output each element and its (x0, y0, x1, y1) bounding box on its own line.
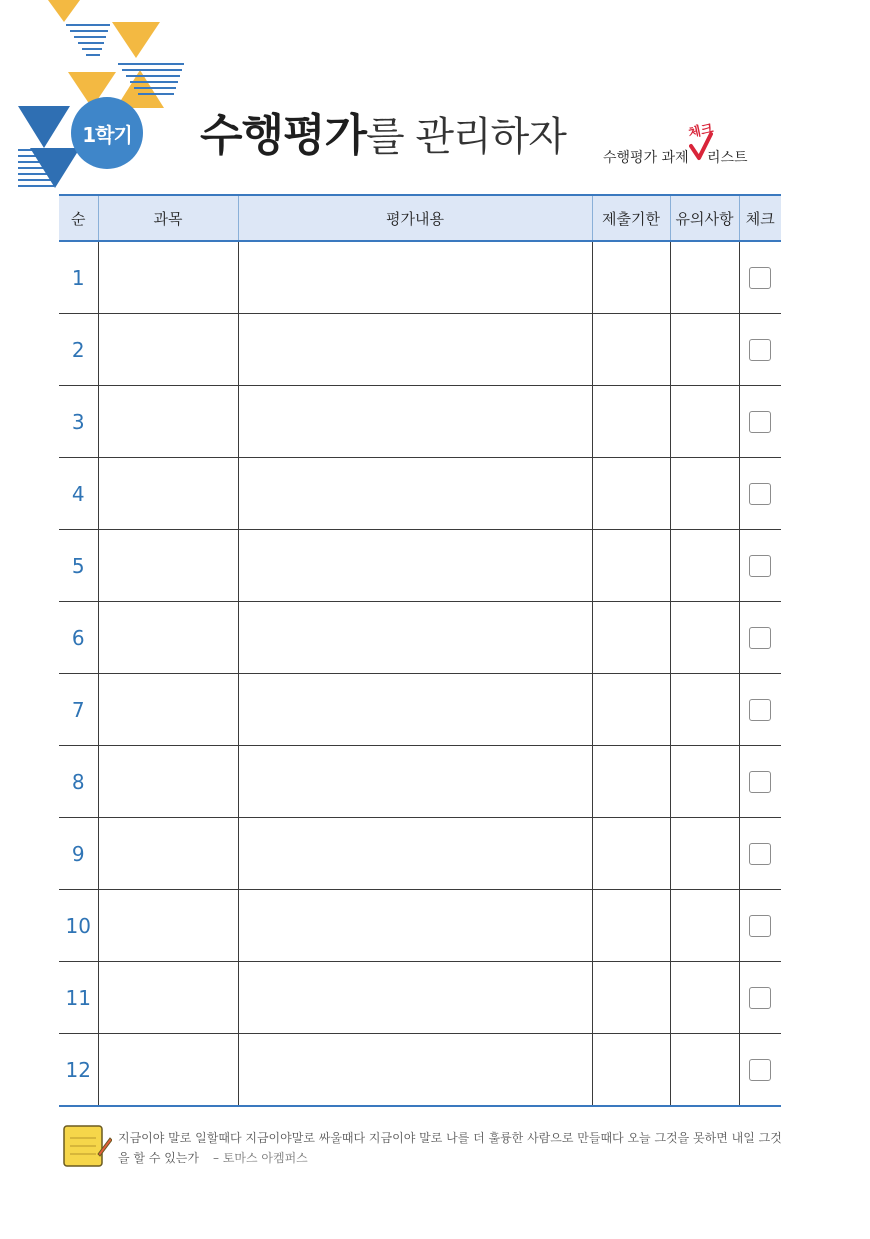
row-number: 5 (59, 530, 98, 602)
checkbox[interactable] (749, 555, 771, 577)
checkbox[interactable] (749, 987, 771, 1009)
subject-cell[interactable] (98, 890, 238, 962)
page-title-rest: 를 관리하자 (366, 114, 566, 160)
page-title (200, 108, 566, 165)
content-cell[interactable] (238, 386, 592, 458)
deadline-cell[interactable] (592, 674, 670, 746)
notes-cell[interactable] (670, 746, 739, 818)
check-cell (739, 458, 781, 530)
subject-cell[interactable] (98, 602, 238, 674)
row-number: 1 (59, 241, 98, 314)
checkbox[interactable] (749, 771, 771, 793)
checkbox[interactable] (749, 1059, 771, 1081)
deadline-cell[interactable] (592, 962, 670, 1034)
brand-right-text: 리스트 (707, 150, 748, 166)
row-number: 10 (59, 890, 98, 962)
table-row (59, 241, 781, 314)
row-number: 11 (59, 962, 98, 1034)
col-header-subject: 과목 (98, 195, 238, 241)
check-cell (739, 1034, 781, 1107)
notes-cell[interactable] (670, 890, 739, 962)
col-header-notes: 유의사항 (670, 195, 739, 241)
deadline-cell[interactable] (592, 458, 670, 530)
notes-cell[interactable] (670, 314, 739, 386)
notes-cell[interactable] (670, 458, 739, 530)
content-cell[interactable] (238, 674, 592, 746)
table-row (59, 890, 781, 962)
checkbox[interactable] (749, 483, 771, 505)
notes-cell[interactable] (670, 386, 739, 458)
deadline-cell[interactable] (592, 314, 670, 386)
quote-text: 지금이야 말로 일할때다 지금이야말로 싸울때다 지금이야 말로 나를 더 훌륭한 사람으로 만들때다 오늘 그것을 못하면 내일 그것을 할 수 있는가 (118, 1131, 782, 1165)
check-cell (739, 962, 781, 1034)
check-cell (739, 890, 781, 962)
row-number: 9 (59, 818, 98, 890)
subject-cell[interactable] (98, 746, 238, 818)
row-number: 6 (59, 602, 98, 674)
subject-cell[interactable] (98, 1034, 238, 1107)
checkbox[interactable] (749, 699, 771, 721)
content-cell[interactable] (238, 602, 592, 674)
table-row (59, 818, 781, 890)
brand-left-text: 수행평가 과제 (603, 150, 689, 166)
quote-text-block (118, 1128, 788, 1168)
subject-cell[interactable] (98, 458, 238, 530)
table-row (59, 674, 781, 746)
check-cell (739, 602, 781, 674)
row-number: 8 (59, 746, 98, 818)
content-cell[interactable] (238, 746, 592, 818)
checkbox[interactable] (749, 411, 771, 433)
checkbox[interactable] (749, 339, 771, 361)
subject-cell[interactable] (98, 962, 238, 1034)
notes-cell[interactable] (670, 674, 739, 746)
table-header-row (59, 195, 781, 241)
content-cell[interactable] (238, 530, 592, 602)
content-cell[interactable] (238, 1034, 592, 1107)
deadline-cell[interactable] (592, 530, 670, 602)
check-cell (739, 530, 781, 602)
content-cell[interactable] (238, 314, 592, 386)
check-cell (739, 314, 781, 386)
col-header-deadline: 제출기한 (592, 195, 670, 241)
row-number: 3 (59, 386, 98, 458)
table-row (59, 530, 781, 602)
deadline-cell[interactable] (592, 1034, 670, 1107)
subject-cell[interactable] (98, 314, 238, 386)
table-row (59, 314, 781, 386)
quote-of-the-day-icon (62, 1124, 112, 1168)
quote-author: – 토마스 아켐퍼스 (213, 1151, 308, 1165)
col-header-order: 순 (59, 195, 98, 241)
content-cell[interactable] (238, 962, 592, 1034)
deadline-cell[interactable] (592, 241, 670, 314)
checkbox[interactable] (749, 915, 771, 937)
deadline-cell[interactable] (592, 890, 670, 962)
col-header-content: 평가내용 (238, 195, 592, 241)
table-row (59, 962, 781, 1034)
subject-cell[interactable] (98, 818, 238, 890)
subject-cell[interactable] (98, 674, 238, 746)
notes-cell[interactable] (670, 962, 739, 1034)
table-row (59, 602, 781, 674)
table-row (59, 746, 781, 818)
notes-cell[interactable] (670, 530, 739, 602)
check-cell (739, 746, 781, 818)
row-number: 4 (59, 458, 98, 530)
checklist-brand (603, 118, 763, 168)
deadline-cell[interactable] (592, 746, 670, 818)
page-title-bold: 수행평가 (200, 110, 367, 161)
check-cell (739, 386, 781, 458)
checkbox[interactable] (749, 267, 771, 289)
notes-cell[interactable] (670, 1034, 739, 1107)
content-cell[interactable] (238, 818, 592, 890)
content-cell[interactable] (238, 458, 592, 530)
semester-badge: 1학기 (71, 97, 143, 169)
assessment-table (59, 194, 781, 1107)
checkbox[interactable] (749, 843, 771, 865)
notes-cell[interactable] (670, 241, 739, 314)
check-cell (739, 818, 781, 890)
deadline-cell[interactable] (592, 818, 670, 890)
check-cell (739, 241, 781, 314)
row-number: 7 (59, 674, 98, 746)
col-header-check: 체크 (739, 195, 781, 241)
content-cell[interactable] (238, 241, 592, 314)
check-cell (739, 674, 781, 746)
brand-check-word: 체크 (687, 121, 715, 142)
checkbox[interactable] (749, 627, 771, 649)
notes-cell[interactable] (670, 818, 739, 890)
row-number: 2 (59, 314, 98, 386)
deadline-cell[interactable] (592, 386, 670, 458)
table-row (59, 458, 781, 530)
table-row (59, 1034, 781, 1107)
table-row (59, 386, 781, 458)
content-cell[interactable] (238, 890, 592, 962)
deadline-cell[interactable] (592, 602, 670, 674)
notes-cell[interactable] (670, 602, 739, 674)
subject-cell[interactable] (98, 386, 238, 458)
subject-cell[interactable] (98, 530, 238, 602)
subject-cell[interactable] (98, 241, 238, 314)
row-number: 12 (59, 1034, 98, 1107)
